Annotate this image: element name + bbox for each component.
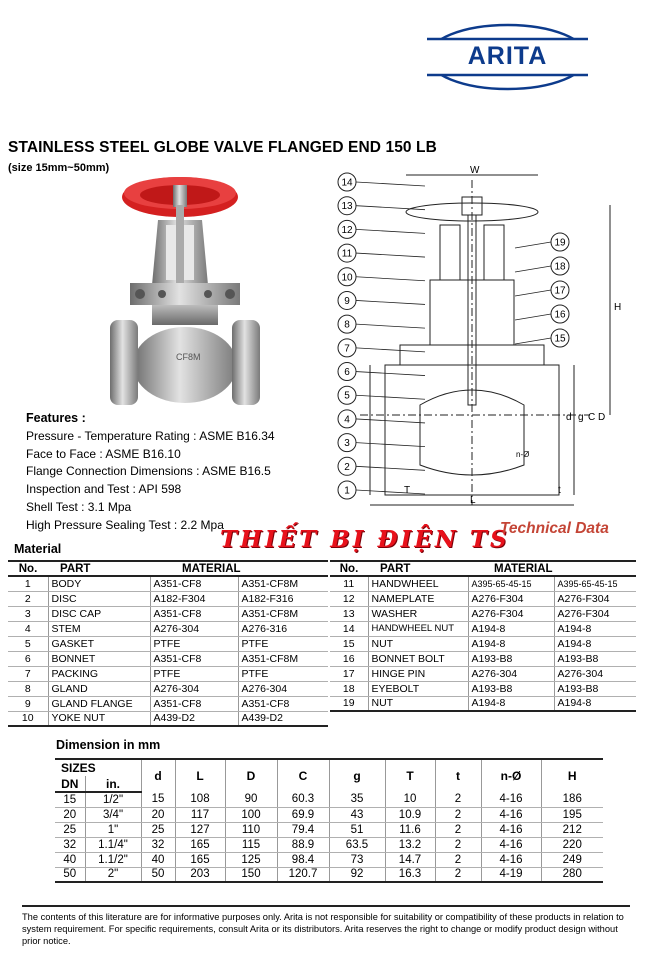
material-table-left — [8, 560, 328, 727]
dim-D-label: D — [598, 412, 606, 423]
dim-cell-L: 117 — [175, 807, 225, 822]
dim-cell-n: 4-16 — [481, 807, 541, 822]
dim-cell-dn: 40 — [55, 852, 85, 867]
part-name: HINGE PIN — [368, 666, 468, 681]
feature-line: Face to Face : ASME B16.10 — [26, 446, 181, 461]
dim-w-label: W — [470, 165, 480, 176]
dim-cell-t: 2 — [435, 822, 481, 837]
dim-cell-C: 98.4 — [277, 852, 329, 867]
part-name: DISC CAP — [48, 606, 150, 621]
dim-cell-t: 2 — [435, 792, 481, 807]
material-2: A194-8 — [554, 696, 636, 711]
part-name: YOKE NUT — [48, 711, 150, 726]
features-title: Features : — [26, 411, 86, 425]
callout-number: 17 — [554, 285, 566, 297]
dim-cell-H: 195 — [541, 807, 603, 822]
material-1: A351-CF8 — [150, 576, 238, 591]
callout-number: 8 — [344, 319, 350, 331]
material-section-label: Material — [14, 542, 62, 556]
dimension-row — [55, 837, 603, 852]
material-1: A439-D2 — [150, 711, 238, 726]
callout-number: 7 — [344, 343, 350, 355]
callout-leader — [515, 290, 551, 296]
material-row — [8, 636, 328, 651]
part-no: 5 — [8, 636, 48, 651]
material-1: PTFE — [150, 636, 238, 651]
material-row — [8, 666, 328, 681]
material-2: A351-CF8M — [238, 651, 328, 666]
dim-cell-H: 186 — [541, 792, 603, 807]
material-row — [330, 696, 636, 711]
dim-cell-n: 4-16 — [481, 822, 541, 837]
material-row — [8, 711, 328, 726]
col-C: C — [277, 759, 329, 792]
col-no: No. — [8, 561, 48, 576]
col-D: D — [225, 759, 277, 792]
dim-cell-L: 165 — [175, 837, 225, 852]
callout-number: 2 — [344, 461, 350, 473]
material-2: PTFE — [238, 636, 328, 651]
callout-number: 18 — [554, 261, 566, 273]
valve-photo — [100, 175, 270, 405]
col-t: t — [435, 759, 481, 792]
material-1: A276-304 — [150, 681, 238, 696]
feature-line: Inspection and Test : API 598 — [26, 482, 182, 497]
callout-leader — [356, 466, 425, 470]
material-1: A193-B8 — [468, 651, 554, 666]
callout-leader — [356, 372, 425, 376]
dim-cell-dn: 20 — [55, 807, 85, 822]
material-2: A276-316 — [238, 621, 328, 636]
callout-number: 19 — [554, 237, 566, 249]
feature-line: High Pressure Sealing Test : 2.2 Mpa — [26, 517, 224, 532]
dimension-table — [55, 758, 603, 883]
page-title: STAINLESS STEEL GLOBE VALVE FLANGED END 150 LB — [8, 139, 437, 156]
callout-leader — [356, 277, 425, 281]
dim-cell-in: 1.1/4" — [85, 837, 141, 852]
dim-cell-t: 2 — [435, 807, 481, 822]
part-name: GLAND — [48, 681, 150, 696]
part-name: NUT — [368, 696, 468, 711]
dim-cell-g: 92 — [329, 867, 385, 882]
dim-cell-dn: 25 — [55, 822, 85, 837]
part-no: 13 — [330, 606, 368, 621]
callout-leader — [356, 395, 425, 399]
callout-number: 10 — [341, 272, 353, 284]
col-in: in. — [85, 776, 141, 792]
part-name: GLAND FLANGE — [48, 696, 150, 711]
dim-cell-D: 125 — [225, 852, 277, 867]
material-2: A351-CF8M — [238, 606, 328, 621]
page-subtitle: (size 15mm~50mm) — [8, 162, 110, 174]
dim-cell-g: 73 — [329, 852, 385, 867]
part-no: 4 — [8, 621, 48, 636]
part-no: 18 — [330, 681, 368, 696]
technical-data-heading: Technical Data — [500, 520, 609, 537]
callout-leader — [515, 314, 551, 320]
material-row — [330, 591, 636, 606]
callout-leader — [356, 300, 425, 304]
dim-cell-n: 4-19 — [481, 867, 541, 882]
dim-cell-D: 115 — [225, 837, 277, 852]
dim-cell-d: 15 — [141, 792, 175, 807]
dimension-row — [55, 807, 603, 822]
col-part: PART — [48, 561, 150, 576]
material-2: PTFE — [238, 666, 328, 681]
col-dn: DN — [55, 776, 85, 792]
dim-cell-g: 43 — [329, 807, 385, 822]
footer-disclaimer: The contents of this literature are for informative purposes only. Arita is not responsible for suitability or compatibility of these products in relation to system requirement. For specific requirements, consult Arita or its distributors. Arita reserves the right to change or modify product design without prior notice. — [22, 912, 624, 946]
callout-leader — [356, 182, 425, 186]
material-row — [330, 666, 636, 681]
arita-logo — [425, 22, 590, 92]
material-row — [8, 621, 328, 636]
dim-cell-L: 165 — [175, 852, 225, 867]
footer-divider — [22, 905, 630, 907]
part-name: STEM — [48, 621, 150, 636]
col-part: PART — [368, 561, 468, 576]
part-no: 17 — [330, 666, 368, 681]
callout-leader — [356, 419, 425, 423]
dim-cell-dn: 32 — [55, 837, 85, 852]
part-no: 7 — [8, 666, 48, 681]
dim-cell-g: 35 — [329, 792, 385, 807]
dimension-row — [55, 867, 603, 882]
material-1: A182-F304 — [150, 591, 238, 606]
dim-g-label: g — [578, 412, 584, 423]
material-row — [8, 591, 328, 606]
col-sizes: SIZES — [55, 759, 141, 776]
part-name: HANDWHEEL NUT — [368, 621, 468, 636]
col-H: H — [541, 759, 603, 792]
part-name: WASHER — [368, 606, 468, 621]
callout-leader — [356, 229, 425, 233]
dim-cell-T: 10 — [385, 792, 435, 807]
material-2: A351-CF8 — [238, 696, 328, 711]
material-2: A276-F304 — [554, 591, 636, 606]
dim-cell-D: 150 — [225, 867, 277, 882]
logo-text: ARITA — [467, 42, 548, 70]
dimension-row — [55, 792, 603, 807]
material-1: A276-F304 — [468, 606, 554, 621]
material-1: A194-8 — [468, 636, 554, 651]
dim-cell-n: 4-16 — [481, 792, 541, 807]
material-2: A276-304 — [238, 681, 328, 696]
part-no: 6 — [8, 651, 48, 666]
dim-cell-T: 14.7 — [385, 852, 435, 867]
dim-cell-C: 79.4 — [277, 822, 329, 837]
dim-cell-n: 4-16 — [481, 837, 541, 852]
material-row — [8, 576, 328, 591]
material-row — [8, 606, 328, 621]
material-row — [8, 681, 328, 696]
material-1: A276-304 — [150, 621, 238, 636]
dim-cell-t: 2 — [435, 852, 481, 867]
material-2: A439-D2 — [238, 711, 328, 726]
material-row — [330, 681, 636, 696]
material-1: A194-8 — [468, 621, 554, 636]
dim-cell-D: 90 — [225, 792, 277, 807]
dim-cell-dn: 15 — [55, 792, 85, 807]
dim-nphi-label: n-Ø — [516, 450, 530, 459]
part-name: PACKING — [48, 666, 150, 681]
material-1: A395-65-45-15 — [468, 576, 554, 591]
callout-leader — [356, 490, 425, 494]
dim-cell-C: 88.9 — [277, 837, 329, 852]
callout-number: 15 — [554, 333, 566, 345]
material-2: A276-F304 — [554, 606, 636, 621]
part-name: EYEBOLT — [368, 681, 468, 696]
material-2: A276-304 — [554, 666, 636, 681]
material-table-right — [330, 560, 636, 712]
callout-leader — [356, 443, 425, 447]
dim-cell-D: 100 — [225, 807, 277, 822]
callout-number: 9 — [344, 295, 350, 307]
dim-cell-H: 212 — [541, 822, 603, 837]
dim-cell-T: 11.6 — [385, 822, 435, 837]
dimension-row — [55, 852, 603, 867]
material-row — [330, 621, 636, 636]
dim-cell-L: 108 — [175, 792, 225, 807]
part-name: BONNET BOLT — [368, 651, 468, 666]
col-g: g — [329, 759, 385, 792]
dim-T-label: T — [404, 485, 411, 496]
material-2: A395-65-45-15 — [554, 576, 636, 591]
dim-cell-d: 50 — [141, 867, 175, 882]
svg-text:CF8M: CF8M — [176, 352, 201, 362]
dim-cell-L: 203 — [175, 867, 225, 882]
material-1: PTFE — [150, 666, 238, 681]
material-2: A193-B8 — [554, 651, 636, 666]
part-name: GASKET — [48, 636, 150, 651]
callout-number: 4 — [344, 414, 350, 426]
dim-cell-C: 69.9 — [277, 807, 329, 822]
part-no: 10 — [8, 711, 48, 726]
col-no: No. — [330, 561, 368, 576]
dim-t-label: t — [558, 485, 561, 496]
dim-cell-d: 20 — [141, 807, 175, 822]
dim-c-label: C — [588, 412, 596, 423]
feature-line: Flange Connection Dimensions : ASME B16.5 — [26, 464, 271, 479]
material-row — [8, 696, 328, 711]
callout-number: 12 — [341, 224, 353, 236]
material-1: A351-CF8 — [150, 651, 238, 666]
dim-cell-in: 1/2" — [85, 792, 141, 807]
material-1: A351-CF8 — [150, 696, 238, 711]
part-no: 16 — [330, 651, 368, 666]
dim-cell-T: 16.3 — [385, 867, 435, 882]
part-name: DISC — [48, 591, 150, 606]
dim-cell-T: 13.2 — [385, 837, 435, 852]
dim-cell-t: 2 — [435, 837, 481, 852]
col-T: T — [385, 759, 435, 792]
material-row — [330, 651, 636, 666]
callout-leader — [515, 338, 551, 344]
material-1: A193-B8 — [468, 681, 554, 696]
material-2: A194-8 — [554, 621, 636, 636]
material-2: A194-8 — [554, 636, 636, 651]
dim-d-label: d — [566, 412, 572, 423]
part-no: 9 — [8, 696, 48, 711]
callout-number: 16 — [554, 309, 566, 321]
dim-cell-d: 32 — [141, 837, 175, 852]
part-no: 19 — [330, 696, 368, 711]
part-no: 8 — [8, 681, 48, 696]
dim-cell-d: 40 — [141, 852, 175, 867]
dim-cell-in: 2" — [85, 867, 141, 882]
callout-leader — [515, 242, 551, 248]
col-n: n-Ø — [481, 759, 541, 792]
dim-cell-C: 120.7 — [277, 867, 329, 882]
dim-cell-in: 3/4" — [85, 807, 141, 822]
material-row — [8, 651, 328, 666]
material-1: A276-F304 — [468, 591, 554, 606]
dim-cell-D: 110 — [225, 822, 277, 837]
dim-cell-H: 220 — [541, 837, 603, 852]
dim-h-label: H — [614, 302, 622, 313]
material-2: A351-CF8M — [238, 576, 328, 591]
part-name: NUT — [368, 636, 468, 651]
dim-cell-g: 51 — [329, 822, 385, 837]
dim-cell-L: 127 — [175, 822, 225, 837]
part-name: BONNET — [48, 651, 150, 666]
cross-section-drawing — [330, 165, 635, 515]
dimension-row — [55, 822, 603, 837]
dim-cell-C: 60.3 — [277, 792, 329, 807]
callout-leader — [356, 348, 425, 352]
callout-number: 5 — [344, 390, 350, 402]
material-1: A276-304 — [468, 666, 554, 681]
dim-cell-n: 4-16 — [481, 852, 541, 867]
part-no: 1 — [8, 576, 48, 591]
dim-cell-in: 1.1/2" — [85, 852, 141, 867]
part-no: 3 — [8, 606, 48, 621]
part-name: HANDWHEEL — [368, 576, 468, 591]
dim-l-label: L — [470, 495, 476, 506]
dim-cell-in: 1" — [85, 822, 141, 837]
callout-number: 3 — [344, 438, 350, 450]
material-1: A194-8 — [468, 696, 554, 711]
material-row — [330, 636, 636, 651]
part-no: 14 — [330, 621, 368, 636]
callout-leader — [356, 253, 425, 257]
callout-leader — [356, 324, 425, 328]
dim-cell-t: 2 — [435, 867, 481, 882]
feature-line: Shell Test : 3.1 Mpa — [26, 499, 132, 514]
callout-leader — [515, 266, 551, 272]
part-name: NAMEPLATE — [368, 591, 468, 606]
part-no: 15 — [330, 636, 368, 651]
material-1: A351-CF8 — [150, 606, 238, 621]
material-row — [330, 606, 636, 621]
dim-cell-dn: 50 — [55, 867, 85, 882]
dim-cell-H: 249 — [541, 852, 603, 867]
watermark-text: THIẾT BỊ ĐIỆN TS — [220, 526, 510, 553]
col-L: L — [175, 759, 225, 792]
callout-number: 14 — [341, 177, 353, 189]
col-material: MATERIAL — [468, 561, 636, 576]
callout-number: 6 — [344, 367, 350, 379]
part-no: 11 — [330, 576, 368, 591]
col-material: MATERIAL — [150, 561, 328, 576]
dimension-section-label: Dimension in mm — [56, 738, 161, 752]
dim-cell-g: 63.5 — [329, 837, 385, 852]
features-block — [26, 411, 275, 534]
dim-cell-T: 10.9 — [385, 807, 435, 822]
col-d: d — [141, 759, 175, 792]
callout-number: 13 — [341, 201, 353, 213]
material-2: A193-B8 — [554, 681, 636, 696]
part-no: 2 — [8, 591, 48, 606]
callout-number: 11 — [341, 248, 353, 260]
part-no: 12 — [330, 591, 368, 606]
dim-cell-H: 280 — [541, 867, 603, 882]
material-2: A182-F316 — [238, 591, 328, 606]
dim-cell-d: 25 — [141, 822, 175, 837]
callout-number: 1 — [344, 485, 350, 497]
part-name: BODY — [48, 576, 150, 591]
material-row — [330, 576, 636, 591]
feature-line: Pressure - Temperature Rating : ASME B16.34 — [26, 429, 275, 443]
